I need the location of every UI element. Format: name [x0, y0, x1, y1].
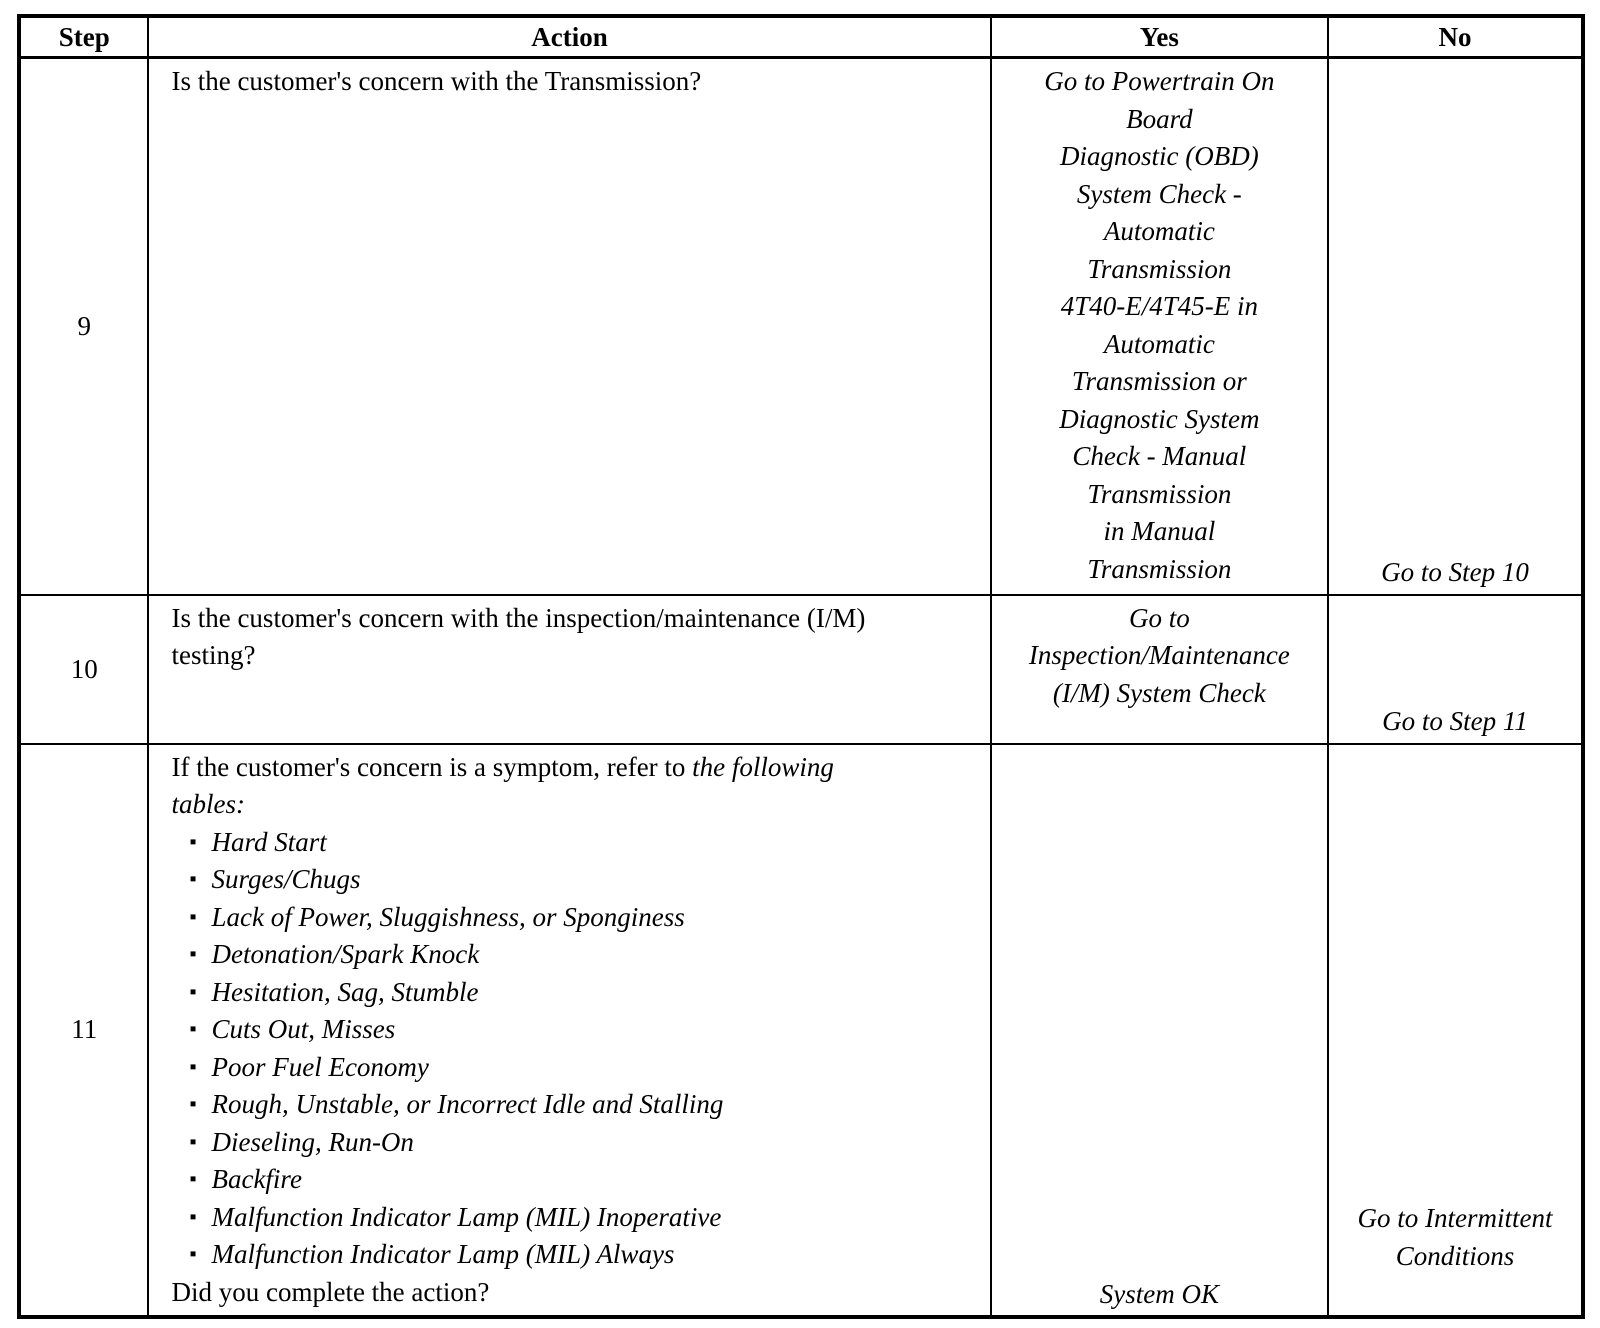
yes-link-line[interactable]: Transmission or: [1071, 366, 1247, 396]
list-item[interactable]: ▪ Surges/Chugs: [189, 861, 967, 899]
intro-text: If the customer's concern is a symptom, refer to: [171, 751, 693, 782]
list-item[interactable]: ▪ Dieseling, Run-On: [189, 1124, 967, 1162]
no-cell: [1328, 595, 1583, 744]
yes-cell: [991, 595, 1328, 744]
action-line: testing?: [171, 640, 256, 671]
action-text: [148, 595, 990, 744]
yes-link-line[interactable]: Transmission: [1087, 553, 1232, 584]
list-item[interactable]: ▪ Backfire: [189, 1161, 967, 1199]
yes-link-line[interactable]: Go to Powertrain On: [1044, 66, 1275, 96]
list-item[interactable]: ▪ Malfunction Indicator Lamp (MIL) Always: [189, 1236, 967, 1274]
yes-cell: [991, 744, 1328, 1317]
table-row-step-9: [19, 58, 1583, 595]
header-yes: Yes: [991, 16, 1328, 58]
action-intro: [171, 749, 967, 824]
header-action: Action: [148, 16, 990, 58]
list-item[interactable]: ▪ Detonation/Spark Knock: [189, 936, 967, 974]
yes-link-line[interactable]: (I/M) System Check: [1052, 677, 1266, 708]
go-to-step-11-link[interactable]: Go to Step 11: [1382, 706, 1528, 737]
no-cell: [1328, 58, 1583, 595]
header-row: [19, 16, 1583, 58]
yes-link-line[interactable]: Inspection/Maintenance: [1028, 640, 1290, 671]
header-no: No: [1328, 16, 1583, 58]
yes-link-line[interactable]: Diagnostic System: [1059, 403, 1260, 434]
symptom-list: [171, 824, 967, 1274]
yes-link-line[interactable]: Automatic: [1103, 216, 1215, 246]
intro-link-tail[interactable]: tables:: [171, 789, 245, 820]
intermittent-link-line[interactable]: Conditions: [1395, 1240, 1515, 1271]
yes-link-line[interactable]: Automatic: [1103, 328, 1215, 359]
list-item[interactable]: ▪ Lack of Power, Sluggishness, or Sponginess: [189, 899, 967, 937]
list-item[interactable]: ▪ Malfunction Indicator Lamp (MIL) Inoperative: [189, 1199, 967, 1237]
list-item[interactable]: ▪ Poor Fuel Economy: [189, 1049, 967, 1087]
no-cell: [1328, 744, 1583, 1317]
action-question: Did you complete the action?: [171, 1276, 490, 1307]
yes-link-line[interactable]: Transmission: [1087, 478, 1232, 509]
yes-link-line[interactable]: Diagnostic (OBD): [1059, 141, 1259, 171]
yes-link-line[interactable]: Go to: [1128, 602, 1190, 633]
header-step: Step: [19, 16, 148, 58]
step-number: 9: [19, 58, 148, 595]
system-ok-text: System OK: [1099, 1278, 1219, 1309]
yes-link-line[interactable]: in Manual: [1103, 516, 1216, 546]
list-item[interactable]: ▪ Hesitation, Sag, Stumble: [189, 974, 967, 1012]
intermittent-link-line[interactable]: Go to Intermittent: [1357, 1203, 1553, 1233]
yes-link-line[interactable]: Board: [1126, 103, 1193, 134]
yes-link-line[interactable]: System Check -: [1076, 178, 1242, 209]
intro-link[interactable]: the following: [692, 751, 834, 782]
table-row-step-11: [19, 744, 1583, 1317]
list-item[interactable]: ▪ Rough, Unstable, or Incorrect Idle and Stalling: [189, 1086, 967, 1124]
yes-link-line[interactable]: 4T40-E/4T45-E in: [1060, 291, 1258, 321]
step-number: 11: [19, 744, 148, 1317]
diagnostic-table: [17, 14, 1585, 1319]
action-text: [148, 744, 990, 1317]
action-line: Is the customer's concern with the inspection/maintenance (I/M): [171, 602, 866, 633]
yes-link-line[interactable]: Check - Manual: [1072, 441, 1247, 471]
yes-link-line[interactable]: Transmission: [1087, 253, 1232, 284]
table-row-step-10: [19, 595, 1583, 744]
step-number: 10: [19, 595, 148, 744]
action-text: Is the customer's concern with the Transmission?: [148, 58, 990, 595]
go-to-step-10-link[interactable]: Go to Step 10: [1381, 557, 1529, 588]
list-item[interactable]: ▪ Cuts Out, Misses: [189, 1011, 967, 1049]
yes-cell: [991, 58, 1328, 595]
list-item[interactable]: ▪ Hard Start: [189, 824, 967, 862]
